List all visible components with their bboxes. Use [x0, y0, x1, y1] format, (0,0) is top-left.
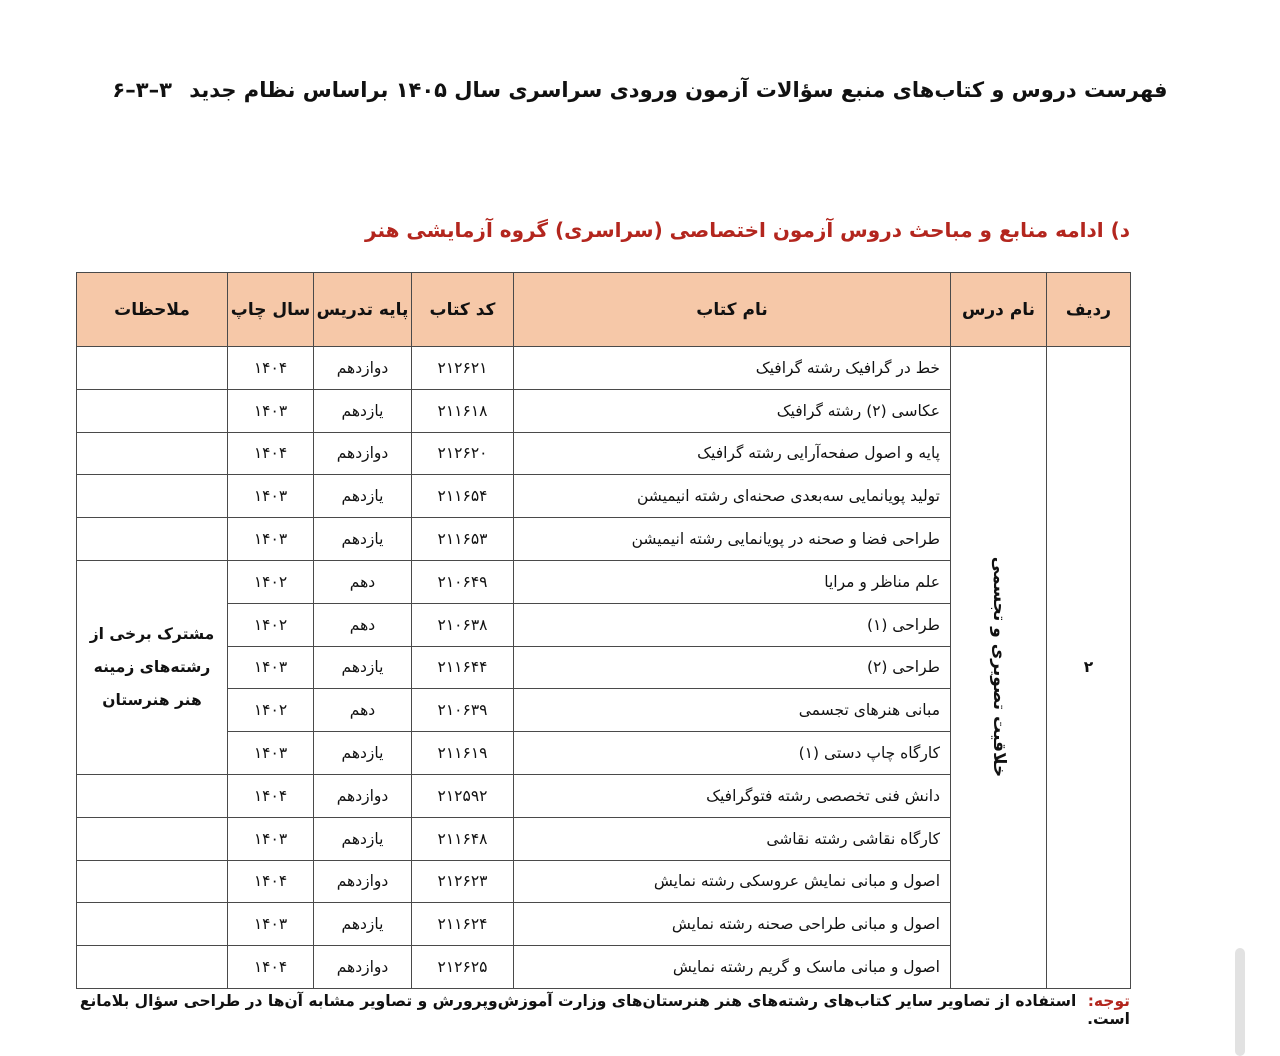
grade-cell: یازدهم: [314, 903, 412, 946]
grade-cell: یازدهم: [314, 389, 412, 432]
course-name-label: خلاقیت تصویری و تجسمی: [988, 557, 1009, 778]
book-code-cell: ۲۱۱۶۵۳: [412, 518, 514, 561]
print-year-cell: ۱۴۰۳: [228, 732, 314, 775]
print-year-cell: ۱۴۰۲: [228, 689, 314, 732]
print-year-cell: ۱۴۰۳: [228, 903, 314, 946]
book-name-cell: عکاسی (۲) رشته گرافیک: [514, 389, 951, 432]
column-header-book-name: نام کتاب: [514, 273, 951, 347]
book-name-cell: خط در گرافیک رشته گرافیک: [514, 347, 951, 390]
book-code-cell: ۲۱۲۶۲۳: [412, 860, 514, 903]
print-year-cell: ۱۴۰۳: [228, 646, 314, 689]
notes-cell: [77, 817, 228, 860]
book-name-cell: پایه و اصول صفحه‌آرایی رشته گرافیک: [514, 432, 951, 475]
grade-cell: دوازدهم: [314, 946, 412, 989]
grade-cell: دوازدهم: [314, 347, 412, 390]
book-code-cell: ۲۱۱۶۴۸: [412, 817, 514, 860]
grade-cell: یازدهم: [314, 518, 412, 561]
page-title: [0, 78, 1280, 102]
print-year-cell: ۱۴۰۳: [228, 389, 314, 432]
book-code-cell: ۲۱۲۶۲۰: [412, 432, 514, 475]
book-name-cell: تولید پویانمایی سه‌بعدی صحنه‌ای رشته انیمیشن: [514, 475, 951, 518]
book-code-cell: ۲۱۰۶۴۹: [412, 560, 514, 603]
notes-cell: [77, 389, 228, 432]
book-code-cell: ۲۱۲۶۲۱: [412, 347, 514, 390]
print-year-cell: ۱۴۰۴: [228, 347, 314, 390]
page-title-text: فهرست دروس و کتاب‌های منبع سؤالات آزمون ورودی سراسری سال ۱۴۰۵ براساس نظام جدید: [189, 78, 1168, 102]
notes-cell: [77, 347, 228, 390]
table-row: [77, 347, 1131, 390]
footnote: [70, 992, 1130, 1028]
book-name-cell: طراحی (۱): [514, 603, 951, 646]
book-name-cell: اصول و مبانی طراحی صحنه رشته نمایش: [514, 903, 951, 946]
notes-cell: [77, 774, 228, 817]
print-year-cell: ۱۴۰۴: [228, 946, 314, 989]
column-header-row-number: ردیف: [1047, 273, 1131, 347]
book-code-cell: ۲۱۱۶۲۴: [412, 903, 514, 946]
print-year-cell: ۱۴۰۳: [228, 475, 314, 518]
book-name-cell: اصول و مبانی نمایش عروسکی رشته نمایش: [514, 860, 951, 903]
book-code-cell: ۲۱۲۵۹۲: [412, 774, 514, 817]
book-name-cell: علم مناظر و مرایا: [514, 560, 951, 603]
notes-cell: [77, 946, 228, 989]
notes-cell: [77, 860, 228, 903]
footnote-text: استفاده از تصاویر سایر کتاب‌های رشته‌های هنر هنرستان‌های وزارت آموزش‌وپرورش و تصاویر مشابه آن‌ها در طراحی سؤال بلامانع است.: [79, 992, 1130, 1028]
grade-cell: یازدهم: [314, 817, 412, 860]
book-sources-table: [76, 272, 1131, 989]
book-code-cell: ۲۱۱۶۴۴: [412, 646, 514, 689]
book-code-cell: ۲۱۰۶۳۹: [412, 689, 514, 732]
print-year-cell: ۱۴۰۳: [228, 817, 314, 860]
grade-cell: یازدهم: [314, 646, 412, 689]
print-year-cell: ۱۴۰۴: [228, 432, 314, 475]
print-year-cell: ۱۴۰۴: [228, 774, 314, 817]
print-year-cell: ۱۴۰۲: [228, 560, 314, 603]
notes-cell: [77, 432, 228, 475]
grade-cell: دوازدهم: [314, 860, 412, 903]
column-header-notes: ملاحظات: [77, 273, 228, 347]
notes-cell: [77, 518, 228, 561]
footnote-label: توجه:: [1087, 992, 1130, 1010]
row-number-cell: ۲: [1047, 347, 1131, 989]
grade-cell: یازدهم: [314, 732, 412, 775]
book-name-cell: مبانی هنرهای تجسمی: [514, 689, 951, 732]
column-header-course-name: نام درس: [951, 273, 1047, 347]
grade-cell: دوازدهم: [314, 774, 412, 817]
book-code-cell: ۲۱۱۶۱۹: [412, 732, 514, 775]
book-name-cell: دانش فنی تخصصی رشته فتوگرافیک: [514, 774, 951, 817]
page-title-code: ۳–۳–۶: [112, 78, 172, 102]
book-code-cell: ۲۱۱۶۵۴: [412, 475, 514, 518]
notes-cell: [77, 475, 228, 518]
book-code-cell: ۲۱۲۶۲۵: [412, 946, 514, 989]
grade-cell: دهم: [314, 689, 412, 732]
notes-cell: [77, 903, 228, 946]
grade-cell: دهم: [314, 603, 412, 646]
book-code-cell: ۲۱۰۶۳۸: [412, 603, 514, 646]
book-code-cell: ۲۱۱۶۱۸: [412, 389, 514, 432]
course-name-cell: [951, 347, 1047, 989]
grade-cell: دهم: [314, 560, 412, 603]
book-name-cell: اصول و مبانی ماسک و گریم رشته نمایش: [514, 946, 951, 989]
column-header-book-code: کد کتاب: [412, 273, 514, 347]
section-heading: د) ادامه منابع و مباحث دروس آزمون اختصاصی (سراسری) گروه آزمایشی هنر: [365, 218, 1130, 242]
table-header-row: [77, 273, 1131, 347]
shared-note-cell: مشترک برخی از رشته‌های زمینه هنر هنرستان: [77, 560, 228, 774]
print-year-cell: ۱۴۰۳: [228, 518, 314, 561]
table-body: [77, 347, 1131, 989]
book-name-cell: کارگاه چاپ دستی (۱): [514, 732, 951, 775]
grade-cell: دوازدهم: [314, 432, 412, 475]
book-name-cell: طراحی (۲): [514, 646, 951, 689]
book-name-cell: طراحی فضا و صحنه در پویانمایی رشته انیمیشن: [514, 518, 951, 561]
column-header-print-year: سال چاپ: [228, 273, 314, 347]
book-name-cell: کارگاه نقاشی رشته نقاشی: [514, 817, 951, 860]
print-year-cell: ۱۴۰۴: [228, 860, 314, 903]
print-year-cell: ۱۴۰۲: [228, 603, 314, 646]
column-header-grade: پایه تدریس: [314, 273, 412, 347]
grade-cell: یازدهم: [314, 475, 412, 518]
scrollbar-thumb[interactable]: [1235, 948, 1245, 1056]
